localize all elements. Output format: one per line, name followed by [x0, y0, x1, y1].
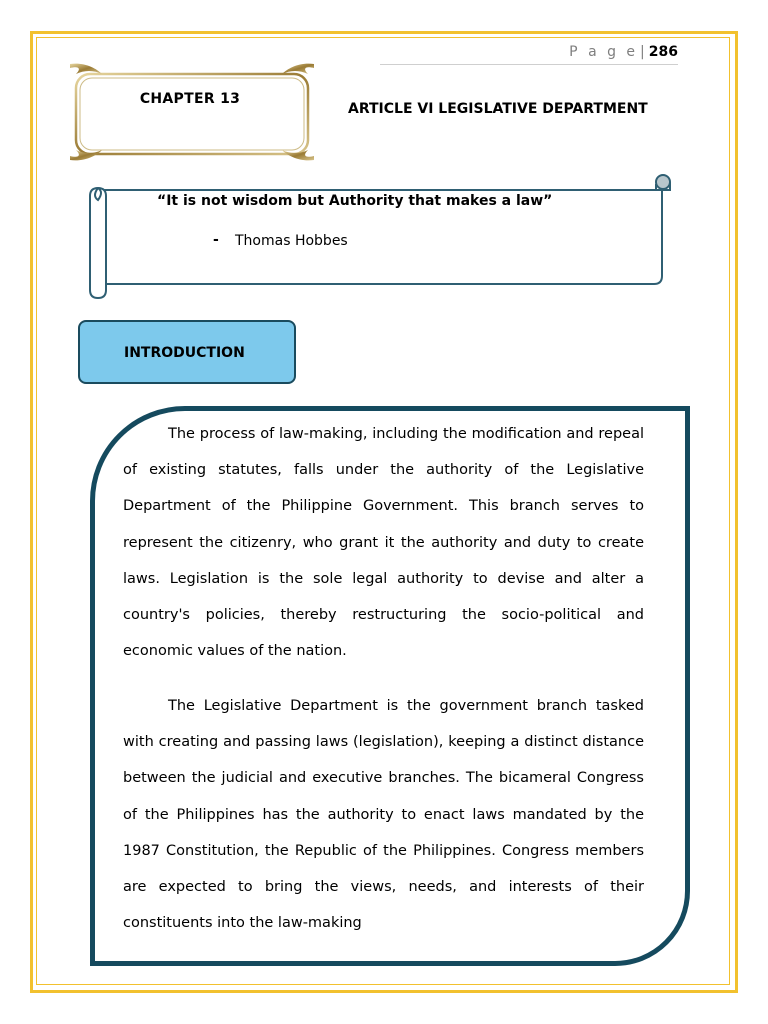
scroll-curl-icon — [656, 175, 670, 190]
page-word: P a g e — [569, 44, 639, 60]
introduction-heading-box — [78, 320, 296, 384]
page-number: 286 — [648, 44, 678, 60]
page-header — [380, 44, 678, 65]
article-title: ARTICLE VI LEGISLATIVE DEPARTMENT — [348, 101, 648, 117]
quote-dash: - — [213, 232, 219, 248]
quote-scroll-banner — [86, 172, 678, 302]
body-paragraph-2-text: The Legislative Department is the government branch tasked with creating and passing laws (legislation), keeping a distinct distance between the judicial and executive branches. The bicameral Congress of the Philippines has the authority to enact laws mandated by the 1987 Constitution, the Republic of the Philippines. Congress members are expected to bring the views, needs, and interests of their constituents into the law-making — [123, 698, 644, 932]
quote-author: Thomas Hobbes — [235, 233, 348, 249]
body-paragraph-1-text: The process of law-making, including the modification and repeal of existing statutes, falls under the authority of the Legislative Department of the Philippine Government. This branch serves to represent the citizenry, who grant it the authority and duty to create laws. Legislation is the sole legal authority to devise and alter a country's policies, thereby restructuring the socio-political and economic values of the nation. — [123, 426, 644, 660]
introduction-label: INTRODUCTION — [124, 345, 245, 361]
chapter-label: CHAPTER 13 — [139, 91, 241, 107]
page-separator: | — [640, 44, 645, 60]
body-paragraph-2 — [123, 688, 644, 941]
chapter-ornamental-frame — [66, 60, 318, 164]
quote-text: “It is not wisdom but Authority that makes a law” — [157, 193, 553, 209]
body-paragraph-1 — [123, 416, 644, 669]
